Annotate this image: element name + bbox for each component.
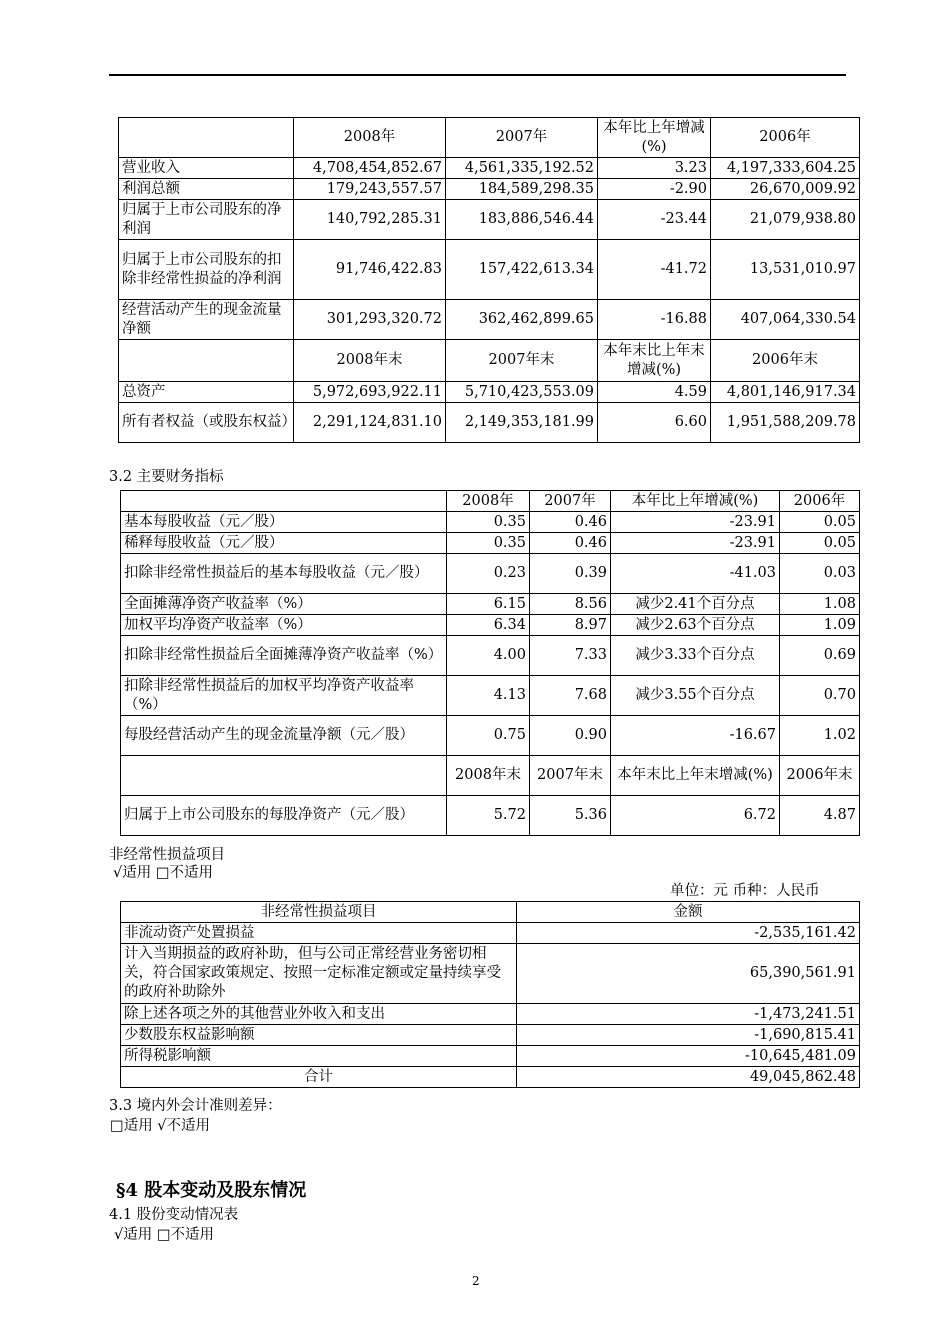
table-cell: 179,243,557.57	[294, 179, 446, 200]
table-cell: 0.70	[780, 676, 860, 716]
table-cell: 4,801,146,917.34	[711, 382, 860, 403]
row-label: 稀释每股收益（元／股）	[121, 533, 447, 554]
table-row	[121, 615, 860, 636]
table-total-row	[121, 1067, 860, 1088]
table-cell: 6.15	[447, 594, 530, 615]
row-label: 非流动资产处置损益	[121, 923, 517, 944]
table-cell: 1.02	[780, 716, 860, 756]
table-cell: -10,645,481.09	[517, 1046, 860, 1067]
table-cell: 5.36	[530, 796, 611, 836]
table-cell: 0.05	[780, 512, 860, 533]
table-cell: 4.59	[598, 382, 711, 403]
table-cell: -23.91	[611, 512, 780, 533]
table-cell: -16.67	[611, 716, 780, 756]
section-heading-3-3: 3.3 境内外会计准则差异：	[109, 1098, 282, 1114]
table-row	[121, 1025, 860, 1046]
table-cell: 65,390,561.91	[517, 944, 860, 1004]
header-cell: 2007年	[446, 118, 598, 158]
row-label: 归属于上市公司股东的每股净资产（元／股）	[121, 796, 447, 836]
section-4-title: §4 股本变动及股东情况	[116, 1180, 307, 1201]
row-label: 扣除非经常性损益后的基本每股收益（元／股）	[121, 554, 447, 594]
table-row	[119, 240, 860, 300]
section-4-1-applicability: √适用 □不适用	[114, 1227, 215, 1243]
table-cell: 6.72	[611, 796, 780, 836]
table-cell: 4.13	[447, 676, 530, 716]
table-cell: 6.60	[598, 403, 711, 443]
table-cell: 4,561,335,192.52	[446, 158, 598, 179]
header-cell	[121, 756, 447, 796]
table-cell: 减少3.55个百分点	[611, 676, 780, 716]
header-cell: 非经常性损益项目	[121, 902, 517, 923]
table-row	[121, 533, 860, 554]
table-cell: 13,531,010.97	[711, 240, 860, 300]
table-row	[121, 512, 860, 533]
table-subheader-row	[121, 756, 860, 796]
table-cell: 183,886,546.44	[446, 200, 598, 240]
table-cell: -2,535,161.42	[517, 923, 860, 944]
table-cell: 6.34	[447, 615, 530, 636]
table-cell: 0.35	[447, 533, 530, 554]
table-cell: 减少2.63个百分点	[611, 615, 780, 636]
header-cell: 2008年	[294, 118, 446, 158]
header-cell: 2007年末	[446, 340, 598, 382]
table-row	[121, 676, 860, 716]
header-cell: 2006年末	[780, 756, 860, 796]
table-cell: 0.03	[780, 554, 860, 594]
row-label: 扣除非经常性损益后的加权平均净资产收益率（%）	[121, 676, 447, 716]
row-label: 每股经营活动产生的现金流量净额（元／股）	[121, 716, 447, 756]
table-row	[121, 594, 860, 615]
table-cell: 2,149,353,181.99	[446, 403, 598, 443]
header-cell: 本年末比上年末增减(%)	[598, 340, 711, 382]
row-label: 营业收入	[119, 158, 294, 179]
header-cell: 2006年	[711, 118, 860, 158]
non-recurring-applicability: √适用 □不适用	[113, 865, 214, 881]
row-label: 所得税影响额	[121, 1046, 517, 1067]
table-cell: 3.23	[598, 158, 711, 179]
table-row	[119, 158, 860, 179]
table-row	[119, 179, 860, 200]
section-heading-4-1: 4.1 股份变动情况表	[109, 1207, 239, 1223]
table-cell: 362,462,899.65	[446, 300, 598, 340]
table-cell: 26,670,009.92	[711, 179, 860, 200]
table-cell: 184,589,298.35	[446, 179, 598, 200]
header-cell: 2006年	[780, 491, 860, 512]
row-label: 归属于上市公司股东的净利润	[119, 200, 294, 240]
table-cell: -1,473,241.51	[517, 1004, 860, 1025]
table-cell: 91,746,422.83	[294, 240, 446, 300]
table-cell: 301,293,320.72	[294, 300, 446, 340]
table-cell: -16.88	[598, 300, 711, 340]
table-row	[121, 796, 860, 836]
table-cell: 1.08	[780, 594, 860, 615]
header-cell: 本年比上年增减(%)	[598, 118, 711, 158]
table-row	[121, 716, 860, 756]
table-cell: 49,045,862.48	[517, 1067, 860, 1088]
table-cell: 4.00	[447, 636, 530, 676]
table-cell: 4,708,454,852.67	[294, 158, 446, 179]
accounting-data-table	[118, 117, 860, 443]
row-label: 利润总额	[119, 179, 294, 200]
table-cell: 0.39	[530, 554, 611, 594]
row-label: 少数股东权益影响额	[121, 1025, 517, 1046]
table-row	[119, 300, 860, 340]
row-label: 合计	[121, 1067, 517, 1088]
table-cell: 7.68	[530, 676, 611, 716]
table-cell: -1,690,815.41	[517, 1025, 860, 1046]
header-cell	[119, 340, 294, 382]
row-label: 总资产	[119, 382, 294, 403]
table-cell: 157,422,613.34	[446, 240, 598, 300]
table-row	[121, 554, 860, 594]
header-cell: 本年比上年增减(%)	[611, 491, 780, 512]
table-cell: 140,792,285.31	[294, 200, 446, 240]
table-header-row	[119, 118, 860, 158]
non-recurring-title: 非经常性损益项目	[109, 847, 225, 863]
row-label: 全面摊薄净资产收益率（%）	[121, 594, 447, 615]
table-header-row	[121, 902, 860, 923]
table-cell: 8.97	[530, 615, 611, 636]
header-cell	[119, 118, 294, 158]
header-cell: 金额	[517, 902, 860, 923]
non-recurring-items-table	[120, 901, 860, 1088]
row-label: 所有者权益（或股东权益）	[119, 403, 294, 443]
table-cell: -41.72	[598, 240, 711, 300]
section-heading-3-2: 3.2 主要财务指标	[109, 469, 224, 485]
table-cell: 5,972,693,922.11	[294, 382, 446, 403]
table-cell: 减少3.33个百分点	[611, 636, 780, 676]
row-label: 计入当期损益的政府补助，但与公司正常经营业务密切相关，符合国家政策规定、按照一定标准定额或定量持续享受的政府补助除外	[121, 944, 517, 1004]
unit-currency-note: 单位：元 币种：人民币	[670, 883, 820, 899]
header-cell: 2008年末	[294, 340, 446, 382]
table-cell: 8.56	[530, 594, 611, 615]
row-label: 基本每股收益（元／股）	[121, 512, 447, 533]
table-subheader-row	[119, 340, 860, 382]
table-cell: 0.35	[447, 512, 530, 533]
table-cell: 0.46	[530, 533, 611, 554]
header-cell: 2008年	[447, 491, 530, 512]
row-label: 扣除非经常性损益后全面摊薄净资产收益率（%）	[121, 636, 447, 676]
row-label: 经营活动产生的现金流量净额	[119, 300, 294, 340]
table-cell: -23.44	[598, 200, 711, 240]
table-row	[121, 944, 860, 1004]
header-cell: 本年末比上年末增减(%)	[611, 756, 780, 796]
row-label: 除上述各项之外的其他营业外收入和支出	[121, 1004, 517, 1025]
table-cell: 1,951,588,209.78	[711, 403, 860, 443]
page-number: 2	[472, 1274, 480, 1288]
table-cell: 2,291,124,831.10	[294, 403, 446, 443]
table-row	[121, 923, 860, 944]
row-label: 加权平均净资产收益率（%）	[121, 615, 447, 636]
financial-indicators-table	[120, 490, 860, 836]
table-cell: 1.09	[780, 615, 860, 636]
table-cell: 4.87	[780, 796, 860, 836]
table-cell: 4,197,333,604.25	[711, 158, 860, 179]
table-row	[121, 636, 860, 676]
table-row	[121, 1004, 860, 1025]
table-row	[119, 403, 860, 443]
table-cell: 21,079,938.80	[711, 200, 860, 240]
header-rule	[109, 74, 846, 76]
table-cell: -2.90	[598, 179, 711, 200]
table-cell: 0.23	[447, 554, 530, 594]
table-row	[119, 382, 860, 403]
table-cell: -41.03	[611, 554, 780, 594]
table-cell: -23.91	[611, 533, 780, 554]
header-cell	[121, 491, 447, 512]
table-header-row	[121, 491, 860, 512]
header-cell: 2007年末	[530, 756, 611, 796]
table-row	[119, 200, 860, 240]
table-cell: 0.75	[447, 716, 530, 756]
table-cell: 5.72	[447, 796, 530, 836]
table-cell: 0.46	[530, 512, 611, 533]
table-cell: 7.33	[530, 636, 611, 676]
table-cell: 5,710,423,553.09	[446, 382, 598, 403]
header-cell: 2008年末	[447, 756, 530, 796]
table-cell: 0.69	[780, 636, 860, 676]
header-cell: 2007年	[530, 491, 611, 512]
table-cell: 减少2.41个百分点	[611, 594, 780, 615]
table-cell: 0.05	[780, 533, 860, 554]
table-cell: 0.90	[530, 716, 611, 756]
row-label: 归属于上市公司股东的扣除非经常性损益的净利润	[119, 240, 294, 300]
header-cell: 2006年末	[711, 340, 860, 382]
table-row	[121, 1046, 860, 1067]
table-cell: 407,064,330.54	[711, 300, 860, 340]
section-3-3-applicability: □适用 √不适用	[110, 1118, 211, 1134]
